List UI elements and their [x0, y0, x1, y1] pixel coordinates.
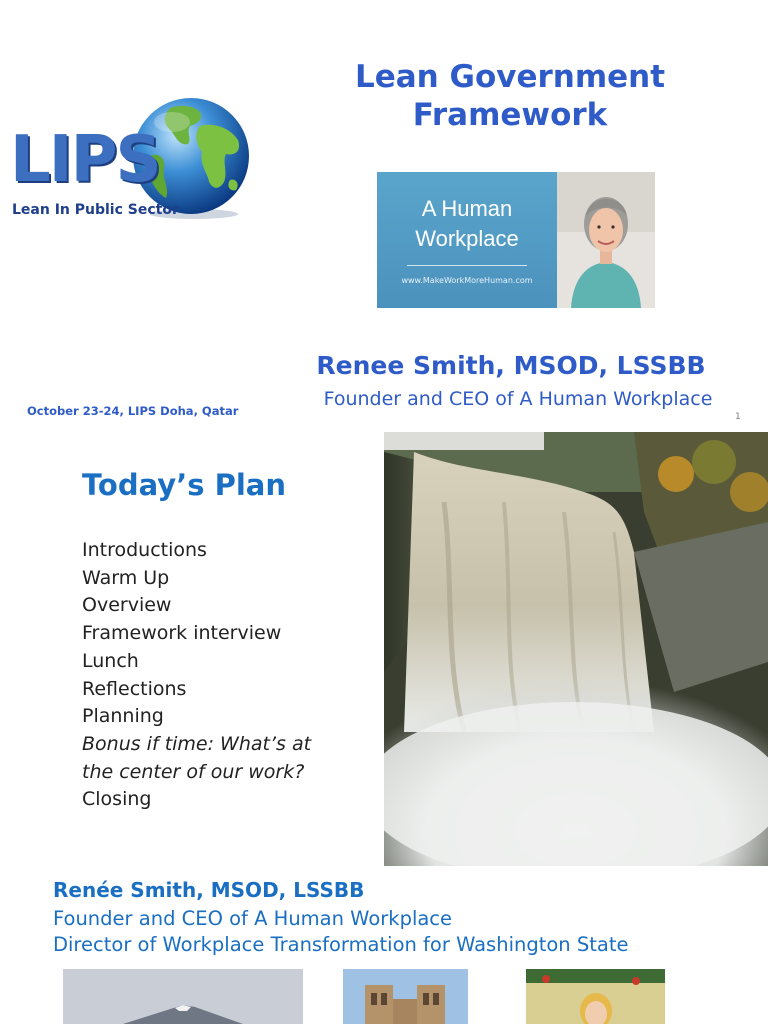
page-number: 1 [735, 412, 741, 422]
brand-card-divider [407, 265, 527, 266]
speaker-role: Founder and CEO of A Human Workplace [323, 388, 713, 410]
agenda-item: Planning [82, 705, 164, 728]
agenda-item-bonus-continued: the center of our work? [82, 760, 305, 783]
agenda-item: Reflections [82, 677, 187, 700]
brand-card [377, 172, 655, 308]
cathedral-photo [343, 969, 468, 1024]
agenda-item: Lunch [82, 649, 139, 672]
slide-title [300, 58, 720, 134]
lips-logo-subtitle: Lean In Public Sector [12, 202, 179, 218]
slide-1 [0, 0, 768, 430]
agenda-list [82, 537, 311, 814]
waterfall-photo [384, 432, 768, 866]
agenda-item: Warm Up [82, 566, 170, 589]
brand-card-title-line-2: Workplace [415, 226, 519, 251]
agenda-item: Closing [82, 788, 152, 811]
brand-card-title-line-1: A Human [421, 196, 513, 221]
agenda-item: Overview [82, 594, 172, 617]
speaker-portrait [557, 172, 655, 308]
agenda-item-bonus: Bonus if time: What’s at [82, 732, 312, 755]
bio-name: Renée Smith, MSOD, LSSBB [53, 878, 365, 902]
mountain-photo [63, 969, 303, 1024]
bio-role-2: Director of Workplace Transformation for Washington State [53, 933, 629, 956]
agenda-item: Introductions [82, 539, 207, 561]
brand-card-url: www.MakeWorkMoreHuman.com [401, 276, 533, 285]
bio-role-1: Founder and CEO of A Human Workplace [53, 907, 453, 930]
brand-card-title [377, 194, 557, 254]
slide-title-line-1: Lean Government [354, 59, 666, 95]
slide-title-line-2: Framework [412, 97, 608, 133]
speaker-name: Renee Smith, MSOD, LSSBB [316, 351, 706, 380]
lips-logo: LIPS [10, 123, 160, 197]
agenda-item: Framework interview [82, 622, 282, 645]
child-photo [526, 969, 665, 1024]
plan-title: Today’s Plan [82, 468, 286, 502]
event-date: October 23-24, LIPS Doha, Qatar [27, 404, 239, 418]
